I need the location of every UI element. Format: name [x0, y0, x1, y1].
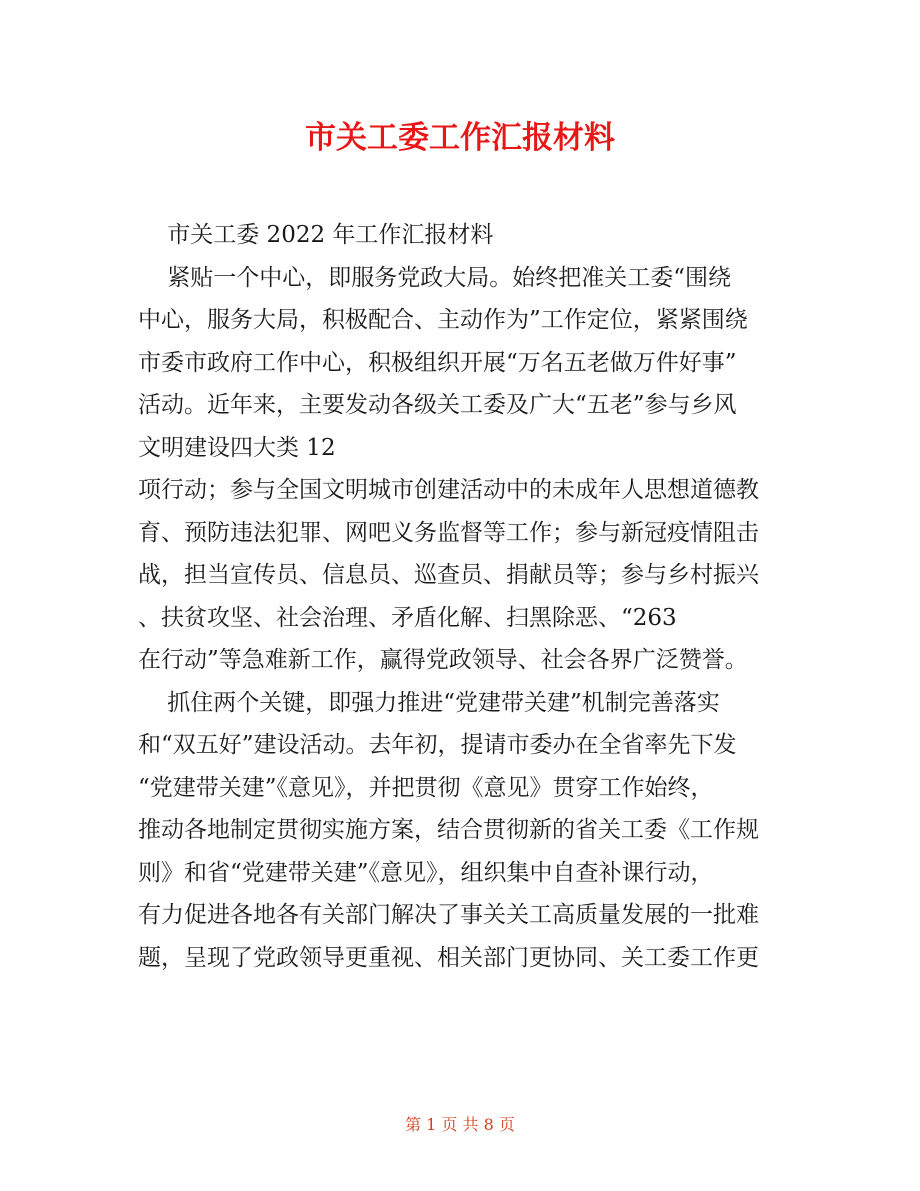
body-line: 抓住两个关键，即强力推进“党建带关建”机制完善落实	[138, 689, 720, 716]
body-line: 市关工委 2022 年工作汇报材料	[138, 222, 494, 248]
body-line: 中心，服务大局，积极配合、主动作为”工作定位，紧紧围绕	[138, 307, 748, 333]
body-line: 、扶贫攻坚、社会治理、矛盾化解、扫黑除恶、“263	[138, 604, 677, 631]
document-title: 市关工委工作汇报材料	[305, 120, 615, 156]
body-line: “党建带关建”《意见》，并把贯彻《意见》贯穿工作始终，	[138, 774, 714, 801]
body-line: 题，呈现了党政领导更重视、相关部门更协同、关工委工作更	[138, 944, 759, 971]
body-line: 有力促进各地各有关部门解决了事关关工高质量发展的一批难	[138, 902, 759, 928]
body-line: 推动各地制定贯彻实施方案，结合贯彻新的省关工委《工作规	[138, 817, 759, 843]
page-footer: 第 1 页 共 8 页	[405, 1115, 515, 1134]
body-line: 在行动”等急难新工作，赢得党政领导、社会各界广泛赞誉。	[138, 647, 748, 673]
body-line: 战，担当宣传员、信息员、巡查员、捐献员等；参与乡村振兴	[138, 562, 759, 588]
body-line: 文明建设四大类 12	[138, 434, 336, 461]
body-line: 市委市政府工作中心，积极组织开展“万名五老做万件好事”	[138, 349, 737, 376]
body-line: 和“双五好”建设活动。去年初，提请市委办在全省率先下发	[138, 732, 737, 758]
body-line: 活动。近年来，主要发动各级关工委及广大“五老”参与乡风	[138, 392, 737, 418]
body-line: 紧贴一个中心，即服务党政大局。始终把准关工委“围绕	[138, 264, 732, 291]
body-line: 则》和省“党建带关建”《意见》，组织集中自查补课行动，	[138, 859, 714, 886]
document-body	[138, 214, 788, 979]
body-line: 育、预防违法犯罪、网吧义务监督等工作；参与新冠疫情阻击	[138, 519, 759, 546]
body-line: 项行动；参与全国文明城市创建活动中的未成年人思想道德教	[138, 477, 759, 503]
